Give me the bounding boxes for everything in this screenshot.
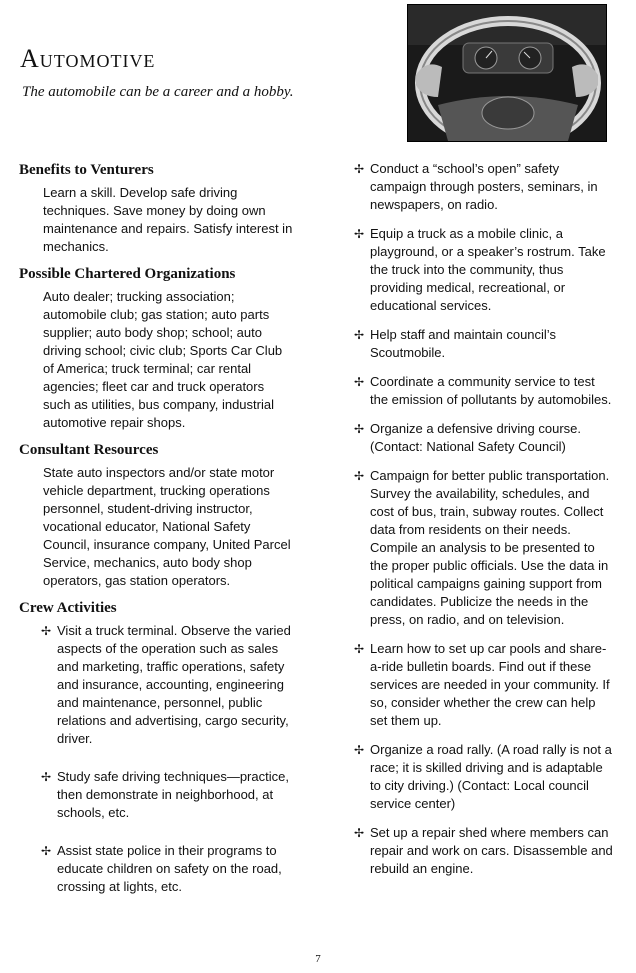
list-item (41, 768, 297, 822)
cross-bullet-icon: ✢ (354, 642, 365, 656)
page-title: Automotive (20, 44, 156, 73)
list-item (354, 824, 616, 878)
cross-bullet-icon: ✢ (354, 227, 365, 241)
list-item-text: Coordinate a community service to test the emission of pollutants by automobiles. (370, 374, 612, 407)
benefits-text: Learn a skill. Develop safe driving techniques. Save money by doing own maintenance and repairs. Satisfy interest in mechanics. (43, 185, 293, 254)
organizations-text: Auto dealer; trucking association; automobile club; gas station; auto parts supplier; auto body shop; school; auto driving school; civic club; Sports Car Club of America; truck terminal; car rental agencies; fleet car and truck operators such as utilities, bus company, industrial automotive repair shops. (43, 289, 283, 430)
steering-wheel-icon (408, 5, 606, 141)
page-number: 7 (315, 953, 321, 965)
cross-bullet-icon: ✢ (354, 328, 365, 342)
cross-bullet-icon: ✢ (354, 826, 365, 840)
activities-section (19, 598, 319, 896)
page-subtitle: The automobile can be a career and a hobby. (22, 84, 294, 100)
list-item-text: Equip a truck as a mobile clinic, a playground, or a speaker’s rostrum. Take the truck into the community, thus providing medical, recreational, or educational services. (370, 226, 606, 313)
cross-bullet-icon: ✢ (41, 624, 52, 638)
cross-bullet-icon: ✢ (354, 422, 365, 436)
list-item-text: Learn how to set up car pools and share-a-ride bulletin boards. Find out if these services are needed in your community. If so, consider whether the crew can help set them up. (370, 641, 610, 728)
right-column (354, 160, 619, 889)
steering-wheel-photo (407, 4, 607, 142)
activities-list-right (354, 160, 619, 878)
list-item-text: Help staff and maintain council’s Scoutmobile. (370, 327, 556, 360)
list-item-text: Study safe driving techniques—practice, then demonstrate in neighborhood, at schools, etc. (57, 769, 289, 820)
list-item (354, 160, 616, 214)
list-item (354, 225, 616, 315)
list-item (354, 741, 616, 813)
cross-bullet-icon: ✢ (41, 844, 52, 858)
list-item (41, 622, 297, 748)
list-item (354, 420, 616, 456)
list-item (41, 842, 297, 896)
cross-bullet-icon: ✢ (354, 162, 365, 176)
cross-bullet-icon: ✢ (354, 743, 365, 757)
list-item-text: Organize a road rally. (A road rally is not a race; it is skilled driving and is adaptable to city driving.) (Contact: Local council service center) (370, 742, 612, 811)
list-item (354, 326, 616, 362)
left-column (19, 160, 319, 916)
cross-bullet-icon: ✢ (354, 375, 365, 389)
consultants-heading: Consultant Resources (19, 442, 159, 458)
cross-bullet-icon: ✢ (41, 770, 52, 784)
list-item-text: Visit a truck terminal. Observe the varied aspects of the operation such as sales and marketing, traffic operations, safety and insurance, accounting, engineering and maintenance, personnel, public relations and advertising, cargo security, driver. (57, 623, 291, 746)
list-item-text: Organize a defensive driving course. (Contact: National Safety Council) (370, 421, 582, 454)
list-item-text: Set up a repair shed where members can repair and work on cars. Disassemble and rebuild an engine. (370, 825, 613, 876)
consultants-text: State auto inspectors and/or state motor vehicle department, trucking operations personnel, student-driving instructor, vocational educator, National Safety Council, insurance company, United Parcel Service, mechanics, auto body shop operators, gas station operators. (43, 465, 291, 588)
consultants-section (19, 440, 319, 590)
list-item (354, 467, 616, 629)
benefits-heading: Benefits to Venturers (19, 162, 154, 178)
organizations-section (19, 264, 319, 432)
activities-list-left (41, 622, 319, 896)
list-item-text: Campaign for better public transportation. Survey the availability, schedules, and cost of bus, train, subway routes. Collect data from residents on their needs. Compile an analysis to be presented to the proper public officials. Use the data in political campaigns gaining support from candidates. Publicize the needs in the press, on radio, and on television. (370, 468, 610, 627)
list-item-text: Assist state police in their programs to educate children on safety on the road, crossing at lights, etc. (57, 843, 282, 894)
activities-heading: Crew Activities (19, 600, 117, 616)
list-item (354, 640, 616, 730)
cross-bullet-icon: ✢ (354, 469, 365, 483)
list-item-text: Conduct a “school’s open” safety campaign through posters, seminars, in newspapers, on radio. (370, 161, 598, 212)
benefits-section (19, 160, 319, 256)
list-item (354, 373, 616, 409)
organizations-heading: Possible Chartered Organizations (19, 266, 236, 282)
